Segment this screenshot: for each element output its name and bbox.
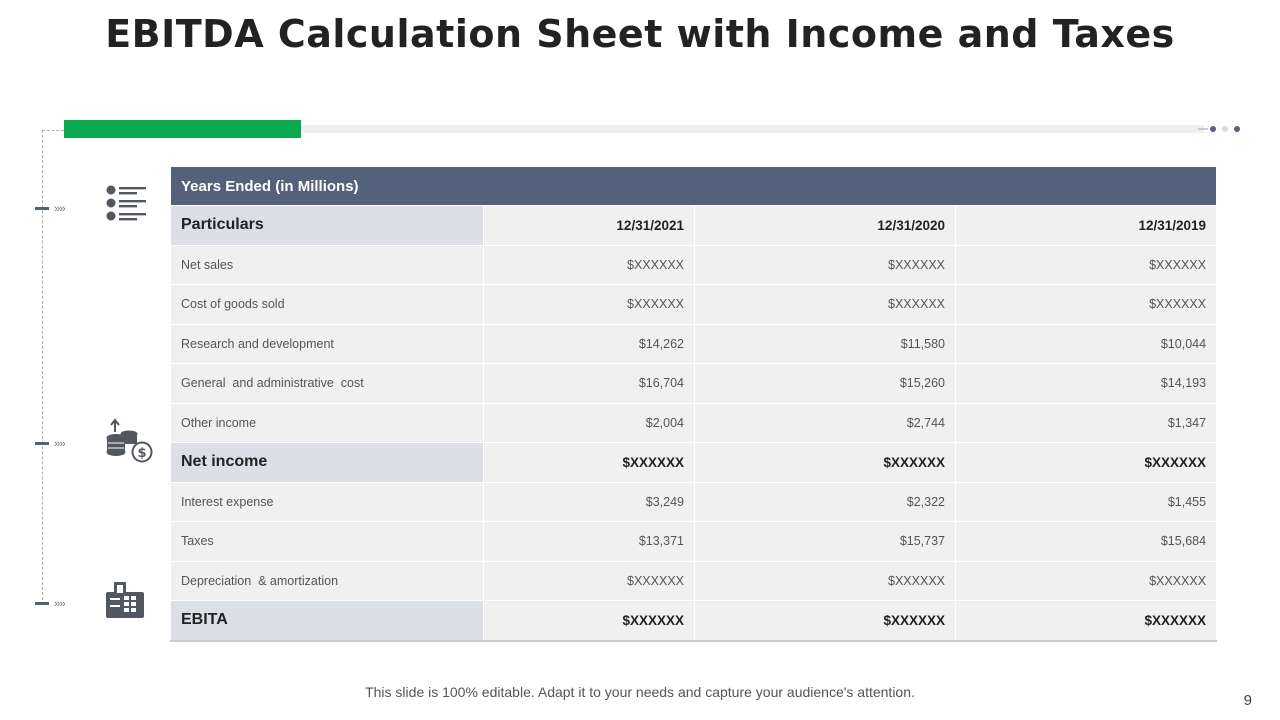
row-label: Net sales — [171, 245, 484, 285]
page-number: 9 — [1243, 692, 1252, 709]
row-label: Depreciation & amortization — [171, 561, 484, 601]
table-cell: $XXXXXX — [484, 443, 695, 483]
column-header: 12/31/2019 — [956, 206, 1217, 246]
table-cell: $2,744 — [695, 403, 956, 443]
table-cell: $XXXXXX — [956, 285, 1217, 325]
timeline-marker — [35, 602, 49, 605]
table-cell: $XXXXXX — [484, 245, 695, 285]
table-cell: $13,371 — [484, 522, 695, 562]
table-cell: $2,322 — [695, 482, 956, 522]
table-title-row — [171, 167, 1217, 206]
table-cell: $XXXXXX — [695, 245, 956, 285]
table-cell: $16,704 — [484, 364, 695, 404]
chevron-icon: ›››› — [54, 438, 65, 450]
column-header: 12/31/2021 — [484, 206, 695, 246]
table-cell: $XXXXXX — [484, 601, 695, 641]
row-label: Research and development — [171, 324, 484, 364]
table-cell: $XXXXXX — [956, 601, 1217, 641]
table-cell: $14,193 — [956, 364, 1217, 404]
table-cell: $1,347 — [956, 403, 1217, 443]
table-cell: $15,260 — [695, 364, 956, 404]
table-row — [171, 285, 1217, 325]
table-row — [171, 324, 1217, 364]
timeline-marker — [35, 207, 49, 210]
table-row — [171, 482, 1217, 522]
table-row — [171, 364, 1217, 404]
table-cell: $11,580 — [695, 324, 956, 364]
table-cell: $XXXXXX — [695, 285, 956, 325]
divider-dots — [1198, 124, 1244, 134]
row-label: Other income — [171, 403, 484, 443]
divider-accent — [64, 120, 301, 138]
table-cell: $XXXXXX — [956, 245, 1217, 285]
total-row — [171, 601, 1217, 641]
table-cell: $15,737 — [695, 522, 956, 562]
chevron-icon: ›››› — [54, 598, 65, 610]
table-cell: $XXXXXX — [484, 285, 695, 325]
list-icon — [104, 184, 148, 229]
column-header: Particulars — [171, 206, 484, 246]
timeline-marker — [35, 442, 49, 445]
table-cell: $XXXXXX — [484, 561, 695, 601]
column-header-row — [171, 206, 1217, 246]
table-cell: $XXXXXX — [956, 561, 1217, 601]
svg-text:$: $ — [137, 446, 147, 461]
slide-title: EBITDA Calculation Sheet with Income and Taxes — [105, 12, 1175, 56]
table-cell: $1,455 — [956, 482, 1217, 522]
calculator-icon — [104, 580, 146, 625]
table-cell: $XXXXXX — [956, 443, 1217, 483]
table-cell: $XXXXXX — [695, 601, 956, 641]
row-label: General and administrative cost — [171, 364, 484, 404]
table-cell: $10,044 — [956, 324, 1217, 364]
ebitda-table — [170, 166, 1217, 642]
row-label: Cost of goods sold — [171, 285, 484, 325]
table-cell: $15,684 — [956, 522, 1217, 562]
row-label: Net income — [171, 443, 484, 483]
table-cell: $14,262 — [484, 324, 695, 364]
table-row — [171, 522, 1217, 562]
timeline-line — [42, 130, 43, 605]
table-cell: $XXXXXX — [695, 561, 956, 601]
row-label: Interest expense — [171, 482, 484, 522]
table-cell: $3,249 — [484, 482, 695, 522]
table-row — [171, 245, 1217, 285]
table-cell: $XXXXXX — [695, 443, 956, 483]
row-label: Taxes — [171, 522, 484, 562]
column-header: 12/31/2020 — [695, 206, 956, 246]
table-row — [171, 561, 1217, 601]
timeline-connector — [42, 130, 64, 132]
footer-note: This slide is 100% editable. Adapt it to your needs and capture your audience's attention. — [365, 684, 915, 700]
subtotal-row — [171, 443, 1217, 483]
row-label: EBITA — [171, 601, 484, 641]
table-title: Years Ended (in Millions) — [171, 167, 1217, 206]
table-row — [171, 403, 1217, 443]
chevron-icon: ›››› — [54, 203, 65, 215]
table-cell: $2,004 — [484, 403, 695, 443]
coins-icon — [104, 418, 154, 471]
